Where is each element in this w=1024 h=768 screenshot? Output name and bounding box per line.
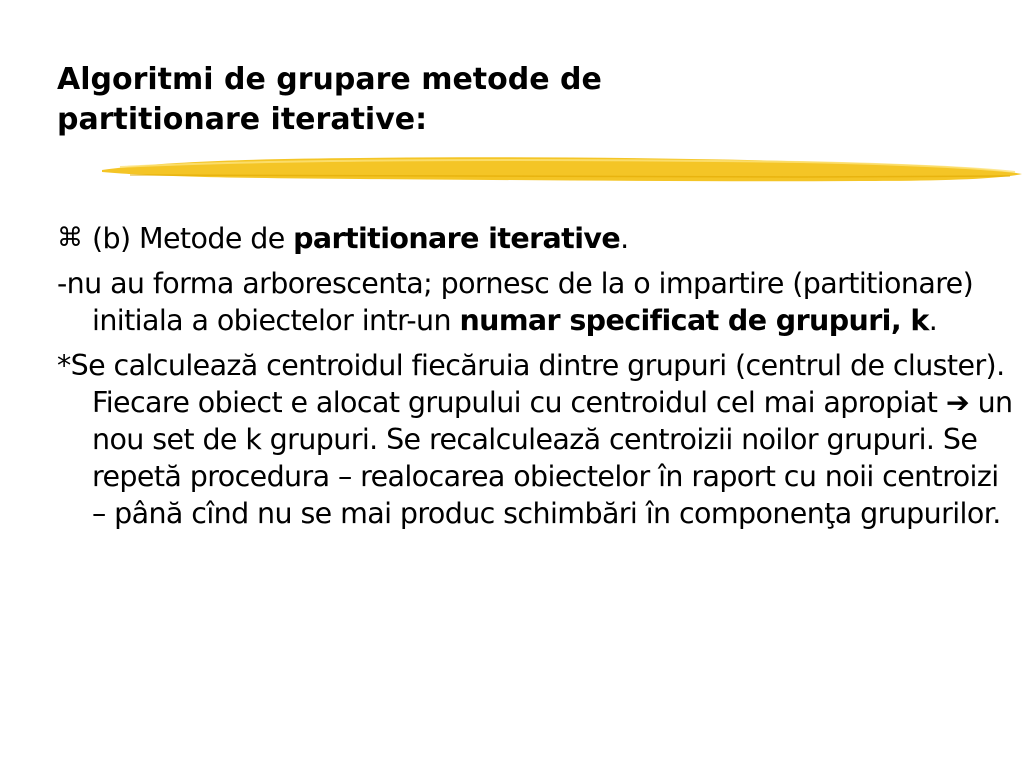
para3-text-before: *Se calculează centroidul fiecăruia dintre grupuri (centrul de cluster). Fiecare obiect e alocat grupului cu centroidul cel mai apropiat xyxy=(57,349,1005,419)
bullet-paragraph xyxy=(57,220,1017,257)
brush-underline xyxy=(100,150,1024,188)
paragraph-centroid-procedure xyxy=(57,347,1017,532)
para3-text-after: un nou set de k grupuri. Se recalculează centroizii noilor grupuri. Se repetă procedura – realocarea obiectelor în raport cu noii centroizi – până cînd nu se mai produc schimbări în componenţa grupurilor. xyxy=(92,386,1013,530)
para1-prefix: (b) Metode de xyxy=(92,222,294,255)
para1-bold: partitionare iterative xyxy=(293,222,621,255)
slide-title xyxy=(57,60,957,140)
arrow-right-icon: ➔ xyxy=(945,386,970,419)
slide-body xyxy=(57,220,1017,540)
slide-title-line-2: partitionare iterative: xyxy=(57,102,428,137)
para2-bold: numar specificat de grupuri, k xyxy=(459,304,929,337)
para2-suffix: . xyxy=(928,304,938,337)
paragraph-partition-description xyxy=(57,265,1017,339)
para2-text: -nu au forma arborescenta; pornesc de la o impartire (partitionare) initiala a obiectelor intr-un xyxy=(57,267,974,337)
slide-title-line-1: Algoritmi de grupare metode de xyxy=(57,62,602,97)
bullet-icon: ⌘ xyxy=(57,223,83,253)
para1-suffix: . xyxy=(620,222,629,255)
